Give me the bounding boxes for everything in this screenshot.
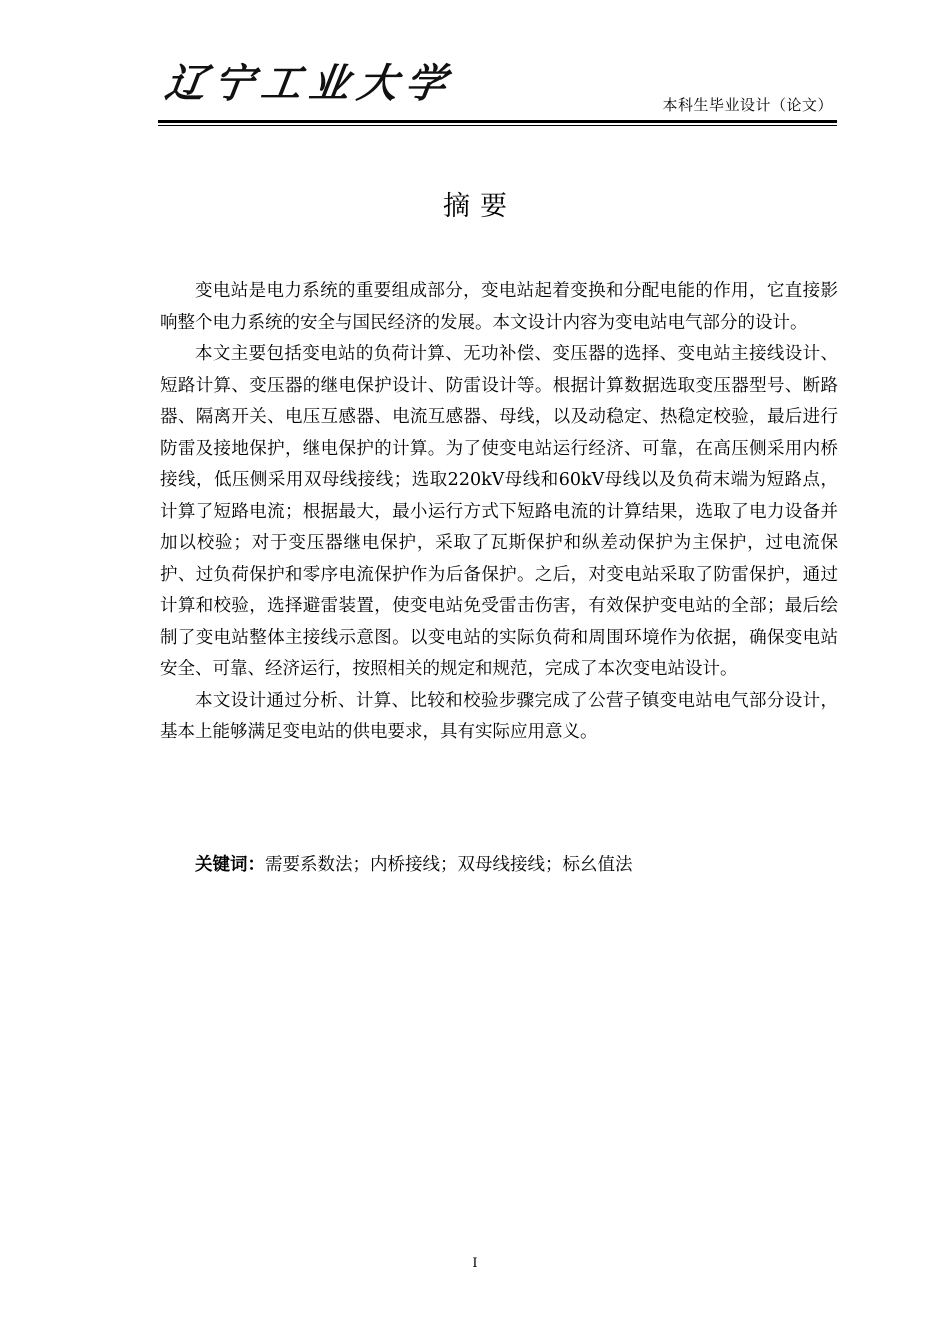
abstract-paragraph-1: 变电站是电力系统的重要组成部分，变电站起着变换和分配电能的作用，它直接影响整个电力系统的安全与国民经济的发展。本文设计内容为变电站电气部分的设计。 — [160, 281, 838, 333]
abstract-body — [160, 276, 838, 749]
keywords-line — [160, 850, 838, 881]
abstract-title: 摘要 — [443, 191, 517, 222]
page-number: I — [472, 1256, 478, 1271]
header-rule-thin — [158, 125, 837, 126]
document-type-label: 本科生毕业设计（论文） — [662, 96, 833, 114]
university-logo: 辽宁工业大学 — [162, 60, 457, 107]
keywords-value: 需要系数法；内桥接线；双母线接线；标幺值法 — [265, 855, 633, 875]
abstract-paragraph-2: 本文主要包括变电站的负荷计算、无功补偿、变压器的选择、变电站主接线设计、短路计算、变压器的继电保护设计、防雷设计等。根据计算数据选取变压器型号、断路器、隔离开关、电压互感器、电流互感器、母线，以及动稳定、热稳定校验，最后进行防雷及接地保护，继电保护的计算。为了使变电站运行经济、可靠，在高压侧采用内桥接线，低压侧采用双母线接线；选取220kV母线和60kV母线以及负荷末端为短路点，计算了短路电流；根据最大，最小运行方式下短路电流的计算结果，选取了电力设备并加以校验；对于变压器继电保护，采取了瓦斯保护和纵差动保护为主保护，过电流保护、过负荷保护和零序电流保护作为后备保护。之后，对变电站采取了防雷保护，通过计算和校验，选择避雷装置，使变电站免受雷击伤害，有效保护变电站的全部；最后绘制了变电站整体主接线示意图。以变电站的实际负荷和周围环境作为依据，确保变电站安全、可靠、经济运行，按照相关的规定和规范，完成了本次变电站设计。 — [160, 344, 838, 679]
abstract-paragraph-3: 本文设计通过分析、计算、比较和校验步骤完成了公营子镇变电站电气部分设计，基本上能够满足变电站的供电要求，具有实际应用意义。 — [160, 690, 838, 742]
page-header — [158, 40, 837, 126]
keywords-label: 关键词： — [195, 855, 265, 875]
header-rule-thick — [158, 120, 837, 123]
